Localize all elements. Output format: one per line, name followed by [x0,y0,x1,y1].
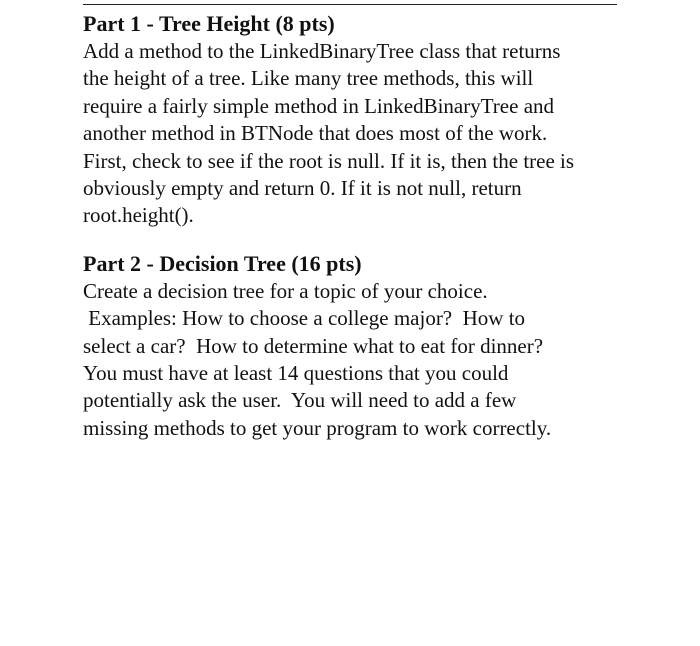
part-2-line: potentially ask the user. You will need to add a few [83,388,517,413]
part-2-line: missing methods to get your program to work correctly. [83,415,552,440]
part-1-line: Add a method to the LinkedBinaryTree class that returns [83,39,561,63]
part-1-line: require a fairly simple method in LinkedBinaryTree and [83,93,555,118]
part-1-line: root.height(). [83,203,194,228]
part-2-section [83,250,643,442]
part-1-line: the height of a tree. Like many tree methods, this will [83,66,534,91]
part-2-line: You must have at least 14 questions that you could [83,361,509,386]
part-2-heading: Part 2 - Decision Tree (16 pts) [83,250,362,276]
part-1-body [83,38,643,230]
top-divider [83,4,617,5]
part-2-line: select a car? How to determine what to eat for dinner? [83,333,544,358]
part-2-body [83,278,643,442]
part-2-line: Create a decision tree for a topic of your choice. [83,278,488,303]
assignment-document [83,10,643,442]
part-1-line: First, check to see if the root is null. If it is, then the tree is [83,148,575,173]
part-1-heading: Part 1 - Tree Height (8 pts) [83,11,335,36]
part-1-line: another method in BTNode that does most of the work. [83,121,548,146]
part-2-line: Examples: How to choose a college major? How to [83,306,526,331]
part-1-line: obviously empty and return 0. If it is not null, return [83,176,522,201]
part-1-section [83,10,643,230]
